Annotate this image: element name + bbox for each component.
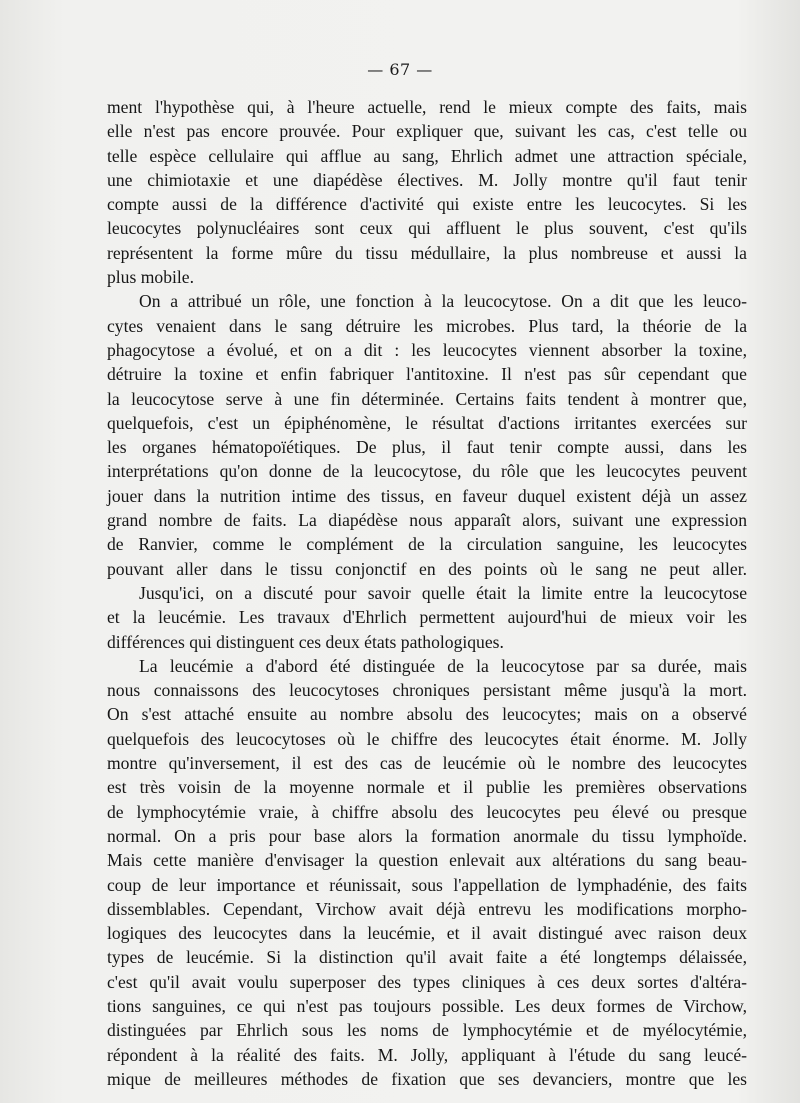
text-line: leucocytes polynucléaires sont ceux qui affluent le plus souvent, c'est qu'ils xyxy=(107,218,747,239)
text-line: coup de leur importance et réunissait, sous l'appellation de lymphadénie, des faits xyxy=(107,874,747,895)
text-line: jouer dans la nutrition intime des tissus, en faveur duquel existent déjà un assez xyxy=(107,485,747,506)
body-text xyxy=(107,95,747,1091)
text-line: dissemblables. Cependant, Virchow avait déjà entrevu les modifications morpho- xyxy=(107,898,747,919)
text-line: nous connaissons des leucocytoses chroniques persistant même jusqu'à la mort. xyxy=(107,680,747,701)
text-line: les organes hématopoïétiques. De plus, il faut tenir compte aussi, dans les xyxy=(107,437,747,458)
text-line: La leucémie a d'abord été distinguée de la leucocytose par sa durée, mais xyxy=(139,655,747,676)
page-number: — 67 — xyxy=(367,60,433,79)
text-line: de lymphocytémie vraie, à chiffre absolu des leucocytes peu élevé ou presque xyxy=(107,801,747,822)
paragraph-1 xyxy=(107,95,747,289)
paragraph-2 xyxy=(107,289,747,581)
text-line: quelquefois des leucocytoses où le chiffre des leucocytes était énorme. M. Jolly xyxy=(107,728,747,749)
text-line: c'est qu'il avait voulu superposer des types cliniques à ces deux sortes d'altéra- xyxy=(107,971,747,992)
text-line: détruire la toxine et enfin fabriquer l'antitoxine. Il n'est pas sûr cependant que xyxy=(107,364,747,385)
text-line: répondent à la réalité des faits. M. Jolly, appliquant à l'étude du sang leucé- xyxy=(107,1044,747,1065)
text-line: phagocytose a évolué, et on a dit : les leucocytes viennent absorber la toxine, xyxy=(107,339,747,360)
text-line: représentent la forme mûre du tissu médullaire, la plus nombreuse et aussi la xyxy=(107,242,747,263)
text-line: normal. On a pris pour base alors la formation anormale du tissu lymphoïde. xyxy=(107,825,747,846)
text-line: différences qui distinguent ces deux états pathologiques. xyxy=(107,631,504,652)
text-line: plus mobile. xyxy=(107,267,194,288)
text-line: quelquefois, c'est un épiphénomène, le résultat d'actions irritantes exercées sur xyxy=(107,412,747,433)
text-line: logiques des leucocytes dans la leucémie, et il avait distingué avec raison deux xyxy=(107,923,747,944)
text-line: elle n'est pas encore prouvée. Pour expliquer que, suivant les cas, c'est telle ou xyxy=(107,121,747,142)
text-line: On s'est attaché ensuite au nombre absolu des leucocytes; mais on a observé xyxy=(107,704,747,725)
text-line: une chimiotaxie et une diapédèse électives. M. Jolly montre qu'il faut tenir xyxy=(107,169,747,190)
text-line: montre qu'inversement, il est des cas de leucémie où le nombre des leucocytes xyxy=(107,753,747,774)
text-line: est très voisin de la moyenne normale et il publie les premières observations xyxy=(107,777,747,798)
text-line: tions sanguines, ce qui n'est pas toujours possible. Les deux formes de Virchow, xyxy=(107,995,747,1016)
text-line: types de leucémie. Si la distinction qu'il avait faite a été longtemps délaissée, xyxy=(107,947,747,968)
text-line: mique de meilleures méthodes de fixation que ses devanciers, montre que les xyxy=(107,1068,747,1089)
text-line: ment l'hypothèse qui, à l'heure actuelle, rend le mieux compte des faits, mais xyxy=(107,97,747,117)
text-line: Mais cette manière d'envisager la question enlevait aux altérations du sang beau- xyxy=(107,850,747,871)
text-line: pouvant aller dans le tissu conjonctif en des points où le sang ne peut aller. xyxy=(107,558,747,579)
text-line: distinguées par Ehrlich sous les noms de lymphocytémie et de myélocytémie, xyxy=(107,1020,747,1041)
text-line: On a attribué un rôle, une fonction à la leucocytose. On a dit que les leuco- xyxy=(139,291,747,312)
paragraph-3 xyxy=(107,581,747,654)
text-line: telle espèce cellulaire qui afflue au sang, Ehrlich admet une attraction spéciale, xyxy=(107,145,747,166)
text-line: interprétations qu'on donne de la leucocytose, du rôle que les leucocytes peuvent xyxy=(107,461,747,482)
text-line: de Ranvier, comme le complément de la circulation sanguine, les leucocytes xyxy=(107,534,747,555)
text-line: cytes venaient dans le sang détruire les microbes. Plus tard, la théorie de la xyxy=(107,315,747,336)
text-line: la leucocytose serve à une fin déterminée. Certains faits tendent à montrer que, xyxy=(107,388,747,409)
text-line: et la leucémie. Les travaux d'Ehrlich permettent aujourd'hui de mieux voir les xyxy=(107,607,747,628)
text-line: Jusqu'ici, on a discuté pour savoir quelle était la limite entre la leucocytose xyxy=(139,582,747,603)
text-line: grand nombre de faits. La diapédèse nous apparaît alors, suivant une expression xyxy=(107,510,747,531)
paragraph-4 xyxy=(107,654,747,1091)
text-line: compte aussi de la différence d'activité qui existe entre les leucocytes. Si les xyxy=(107,194,747,215)
